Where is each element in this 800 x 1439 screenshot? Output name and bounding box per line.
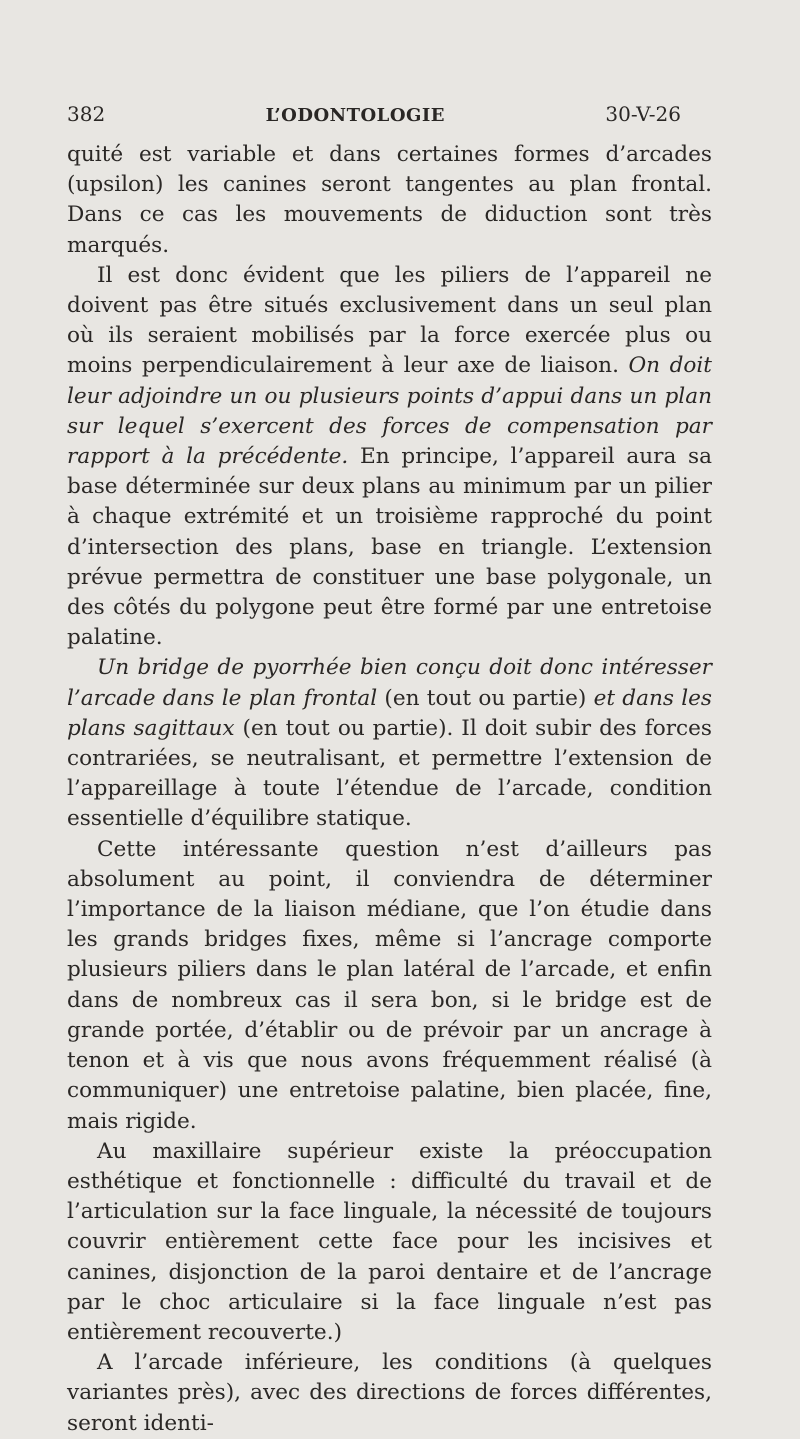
text-segment: (en tout ou partie) [377,685,594,711]
text-segment: A l’arcade inférieure, les conditions (à quelques variantes près), avec des directions de forces différentes, seront identi- [67,1350,712,1436]
page-number: 382 [67,102,106,126]
paragraph [67,140,712,261]
paragraph [67,653,712,834]
italic-segment: et dans les plans sagittaux [67,685,712,741]
text-segment: En principe, l’appareil aura sa base déterminée sur deux plans au minimum par un pilier à chaque extrémité et un troisième rapproché du point d’intersection des plans, base en triangle. L’extension prévue permettra de constituer une base polygonale, un des côtés du polygone peut être formé par une entretoise palatine. [67,444,713,651]
paragraph [67,261,712,654]
paragraph [67,835,712,1137]
paragraph [67,1348,712,1439]
text-segment: Au maxillaire supérieur existe la préoccupation esthétique et fonctionnelle : difficulté du travail et de l’articulation sur la face linguale, la nécessité de toujours couvrir entièrement cette face pour les incisives et canines, disjonction de la paroi dentaire et de l’ancrage par le choc articulaire si la face linguale n’est pas entièrement recouverte.) [67,1138,712,1345]
text-segment: Cette intéressante question n’est d’ailleurs pas absolument au point, il conviendra de déterminer l’importance de la liaison médiane, que l’on étudie dans les grands bridges fixes, même si l’ancrage comporte plusieurs piliers dans le plan latéral de l’arcade, et enfin dans de nombreux cas il sera bon, si le bridge est de grande portée, d’établir ou de prévoir par un ancrage à tenon et à vis que nous avons fréquemment réalisé (à communiquer) une entretoise palatine, bien placée, fine, mais rigide. [67,836,712,1134]
italic-segment: Un bridge de pyorrhée bien conçu doit donc intéresser l’arcade dans le plan frontal [67,655,712,711]
text-segment: (en tout ou partie). Il doit subir des forces contrariées, se neutralisant, et permettre l’extension de l’appareillage à toute l’étendue de l’arcade, condition essentielle d’équilibre statique. [67,715,712,832]
text-segment: Il est donc évident que les piliers de l’appareil ne doivent pas être situés exclusivement dans un seul plan où ils seraient mobilisés par la force exercée plus ou moins perpendiculairement à leur axe de liaison. [67,262,712,379]
journal-title: L’ODONTOLOGIE [265,105,446,126]
text-segment: quité est variable et dans certaines formes d’arcades (upsilon) les canines seront tangentes au plan frontal. Dans ce cas les mouvements de diduction sont très marqués. [67,142,712,258]
paragraph [67,1137,712,1348]
issue-date: 30-V-26 [605,102,681,126]
running-header [67,102,681,132]
italic-segment: On doit leur adjoindre un ou plusieurs points d’appui dans un plan sur lequel s’exercent des forces de compensation par rapport à la précédente. [67,353,712,470]
body-text [67,140,712,1439]
